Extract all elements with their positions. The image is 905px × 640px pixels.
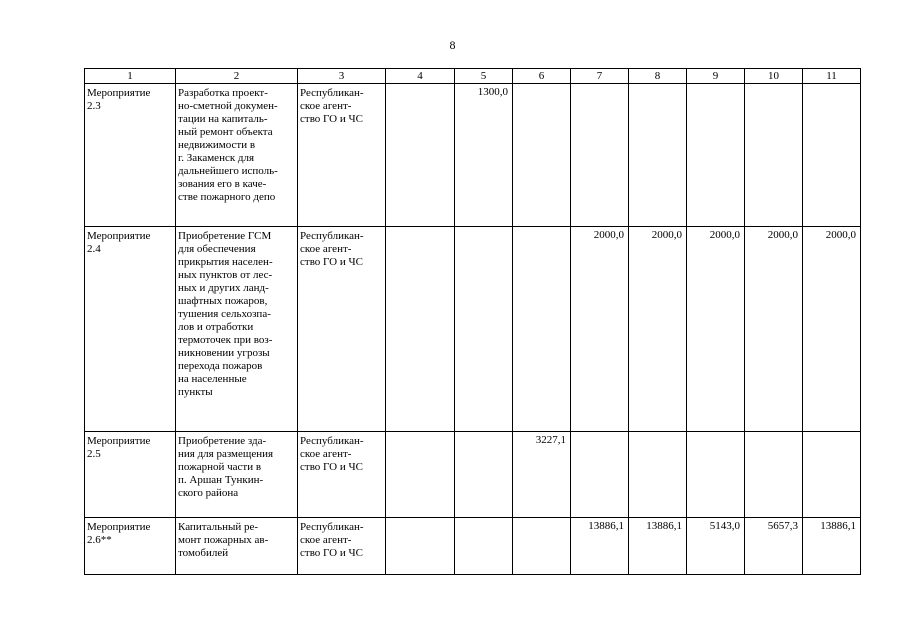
column-header-6: 6 bbox=[513, 69, 571, 84]
value-cell-6: 3227,1 bbox=[513, 432, 571, 518]
value-cell-10 bbox=[745, 84, 803, 227]
event-cell: Мероприятие 2.3 bbox=[85, 84, 176, 227]
value-cell-4 bbox=[386, 518, 455, 575]
table-row bbox=[85, 432, 861, 518]
value-cell-6 bbox=[513, 84, 571, 227]
event-cell: Мероприятие 2.6** bbox=[85, 518, 176, 575]
value-cell-7: 2000,0 bbox=[571, 227, 629, 432]
event-cell: Мероприятие 2.5 bbox=[85, 432, 176, 518]
table-row bbox=[85, 227, 861, 432]
table-row bbox=[85, 84, 861, 227]
column-header-5: 5 bbox=[455, 69, 513, 84]
value-cell-7: 13886,1 bbox=[571, 518, 629, 575]
column-header-7: 7 bbox=[571, 69, 629, 84]
value-cell-9 bbox=[687, 432, 745, 518]
value-cell-5 bbox=[455, 518, 513, 575]
value-cell-8 bbox=[629, 84, 687, 227]
value-cell-8: 2000,0 bbox=[629, 227, 687, 432]
value-cell-9: 2000,0 bbox=[687, 227, 745, 432]
value-cell-8: 13886,1 bbox=[629, 518, 687, 575]
value-cell-6 bbox=[513, 518, 571, 575]
value-cell-11 bbox=[803, 84, 861, 227]
program-table bbox=[84, 68, 861, 575]
description-cell: Приобретение зда- ния для размещения пожарной части в п. Аршан Тункин- ского района bbox=[176, 432, 298, 518]
value-cell-4 bbox=[386, 84, 455, 227]
table-row bbox=[85, 518, 861, 575]
executor-cell: Республикан- ское агент- ство ГО и ЧС bbox=[298, 227, 386, 432]
value-cell-10 bbox=[745, 432, 803, 518]
value-cell-6 bbox=[513, 227, 571, 432]
executor-cell: Республикан- ское агент- ство ГО и ЧС bbox=[298, 518, 386, 575]
column-header-4: 4 bbox=[386, 69, 455, 84]
value-cell-4 bbox=[386, 227, 455, 432]
value-cell-7 bbox=[571, 432, 629, 518]
value-cell-8 bbox=[629, 432, 687, 518]
executor-cell: Республикан- ское агент- ство ГО и ЧС bbox=[298, 84, 386, 227]
header-row bbox=[85, 69, 861, 84]
value-cell-7 bbox=[571, 84, 629, 227]
executor-cell: Республикан- ское агент- ство ГО и ЧС bbox=[298, 432, 386, 518]
value-cell-11: 2000,0 bbox=[803, 227, 861, 432]
value-cell-5: 1300,0 bbox=[455, 84, 513, 227]
column-header-11: 11 bbox=[803, 69, 861, 84]
value-cell-5 bbox=[455, 227, 513, 432]
value-cell-9 bbox=[687, 84, 745, 227]
event-cell: Мероприятие 2.4 bbox=[85, 227, 176, 432]
value-cell-11: 13886,1 bbox=[803, 518, 861, 575]
page-number: 8 bbox=[449, 38, 456, 52]
value-cell-11 bbox=[803, 432, 861, 518]
description-cell: Приобретение ГСМ для обеспечения прикрытия населен- ных пунктов от лес- ных и других ланд- шафтных пожаров, тушения сельхозпа- лов и отработки термоточек при воз- никновении угрозы перехода пожаров на населенные пункты bbox=[176, 227, 298, 432]
value-cell-5 bbox=[455, 432, 513, 518]
column-header-9: 9 bbox=[687, 69, 745, 84]
value-cell-10: 5657,3 bbox=[745, 518, 803, 575]
value-cell-9: 5143,0 bbox=[687, 518, 745, 575]
description-cell: Разработка проект- но-сметной докумен- тации на капиталь- ный ремонт объекта недвижимости в г. Закаменск для дальнейшего исполь- зования его в каче- стве пожарного депо bbox=[176, 84, 298, 227]
description-cell: Капитальный ре- монт пожарных ав- томобилей bbox=[176, 518, 298, 575]
value-cell-4 bbox=[386, 432, 455, 518]
column-header-1: 1 bbox=[85, 69, 176, 84]
value-cell-10: 2000,0 bbox=[745, 227, 803, 432]
column-header-3: 3 bbox=[298, 69, 386, 84]
column-header-10: 10 bbox=[745, 69, 803, 84]
column-header-8: 8 bbox=[629, 69, 687, 84]
column-header-2: 2 bbox=[176, 69, 298, 84]
